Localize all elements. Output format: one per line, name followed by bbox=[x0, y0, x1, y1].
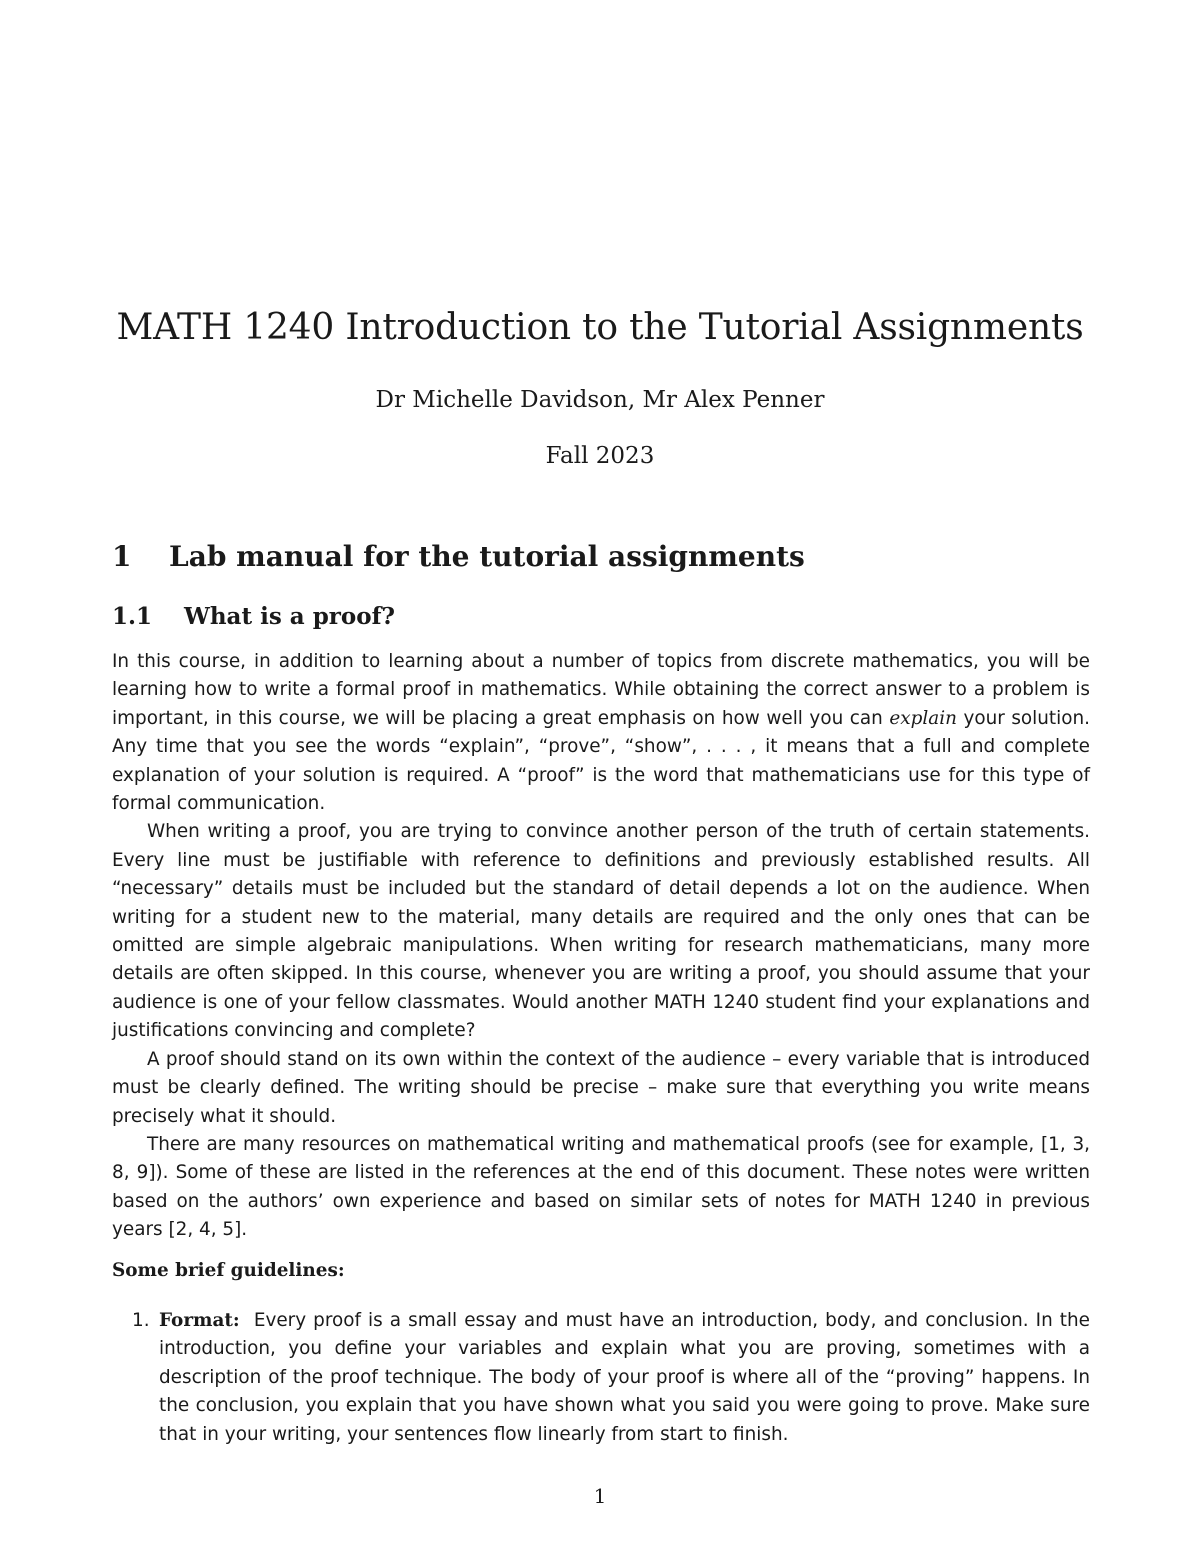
section-title: Lab manual for the tutorial assignments bbox=[169, 540, 805, 573]
page-number: 1 bbox=[593, 1484, 607, 1508]
paragraph-3: A proof should stand on its own within the context of the audience – every variable that is introduced must be clearly defined. The writing should be precise – make sure that everything you write means precisely what it should. bbox=[112, 1048, 1090, 1127]
guidelines-list bbox=[112, 1307, 1090, 1449]
paragraph-1-part-a: In this course, in addition to learning about a number of topics from discrete mathematics, you will be learning how to write a formal proof in mathematics. While obtaining the correct answer to a problem is important, in this course, we will be placing a great emphasis on how well you can bbox=[112, 651, 1090, 729]
document-date: Fall 2023 bbox=[545, 443, 655, 469]
emphasis-explain: explain bbox=[889, 707, 957, 729]
subsection-title: What is a proof? bbox=[184, 603, 395, 630]
guideline-item bbox=[112, 1307, 1090, 1449]
guideline-item-number: 1. bbox=[132, 1309, 150, 1331]
paragraph-2: When writing a proof, you are trying to convince another person of the truth of certain statements. Every line must be justifiable with reference to definitions and previously established results. All “necessary” details must be included but the standard of detail depends a lot on the audience. When writing for a student new to the material, many details are required and the only ones that can be omitted are simple algebraic manipulations. When writing for research mathematicians, many more details are often skipped. In this course, whenever you are writing a proof, you should assume that your audience is one of your fellow classmates. Would another MATH 1240 student find your explanations and justifications convincing and complete? bbox=[112, 821, 1090, 1042]
guideline-item-text: Every proof is a small essay and must have an introduction, body, and conclusion. In the introduction, you define your variables and explain what you are proving, sometimes with a description of the proof technique. The body of your proof is where all of the “proving” happens. In the conclusion, you explain that you have shown what you said you were going to prove. Make sure that in your writing, your sentences flow linearly from start to finish. bbox=[159, 1309, 1090, 1445]
document-authors: Dr Michelle Davidson, Mr Alex Penner bbox=[375, 387, 825, 413]
section-heading bbox=[112, 537, 805, 577]
guidelines-heading: Some brief guidelines: bbox=[112, 1259, 345, 1281]
section-number: 1 bbox=[112, 540, 132, 573]
document-title: MATH 1240 Introduction to the Tutorial Assignments bbox=[116, 307, 1084, 348]
subsection-number: 1.1 bbox=[112, 603, 153, 630]
paragraph-4: There are many resources on mathematical writing and mathematical proofs (see for example, [1, 3, 8, 9]). Some of these are listed in the references at the end of this document. These notes were written based on the authors’ own experience and based on similar sets of notes for MATH 1240 in previous years [2, 4, 5]. bbox=[112, 1133, 1090, 1241]
guideline-item-term: Format: bbox=[159, 1309, 240, 1331]
subsection-heading bbox=[112, 600, 395, 634]
paragraph-1 bbox=[112, 648, 1090, 818]
body-text bbox=[112, 648, 1090, 1449]
paragraph-1-part-b: your solution. Any time that you see the words “explain”, “prove”, “show”, . . . , it means that a full and complete explanation of your solution is required. A “proof” is the word that mathematicians use for this type of formal communication. bbox=[112, 707, 1091, 815]
